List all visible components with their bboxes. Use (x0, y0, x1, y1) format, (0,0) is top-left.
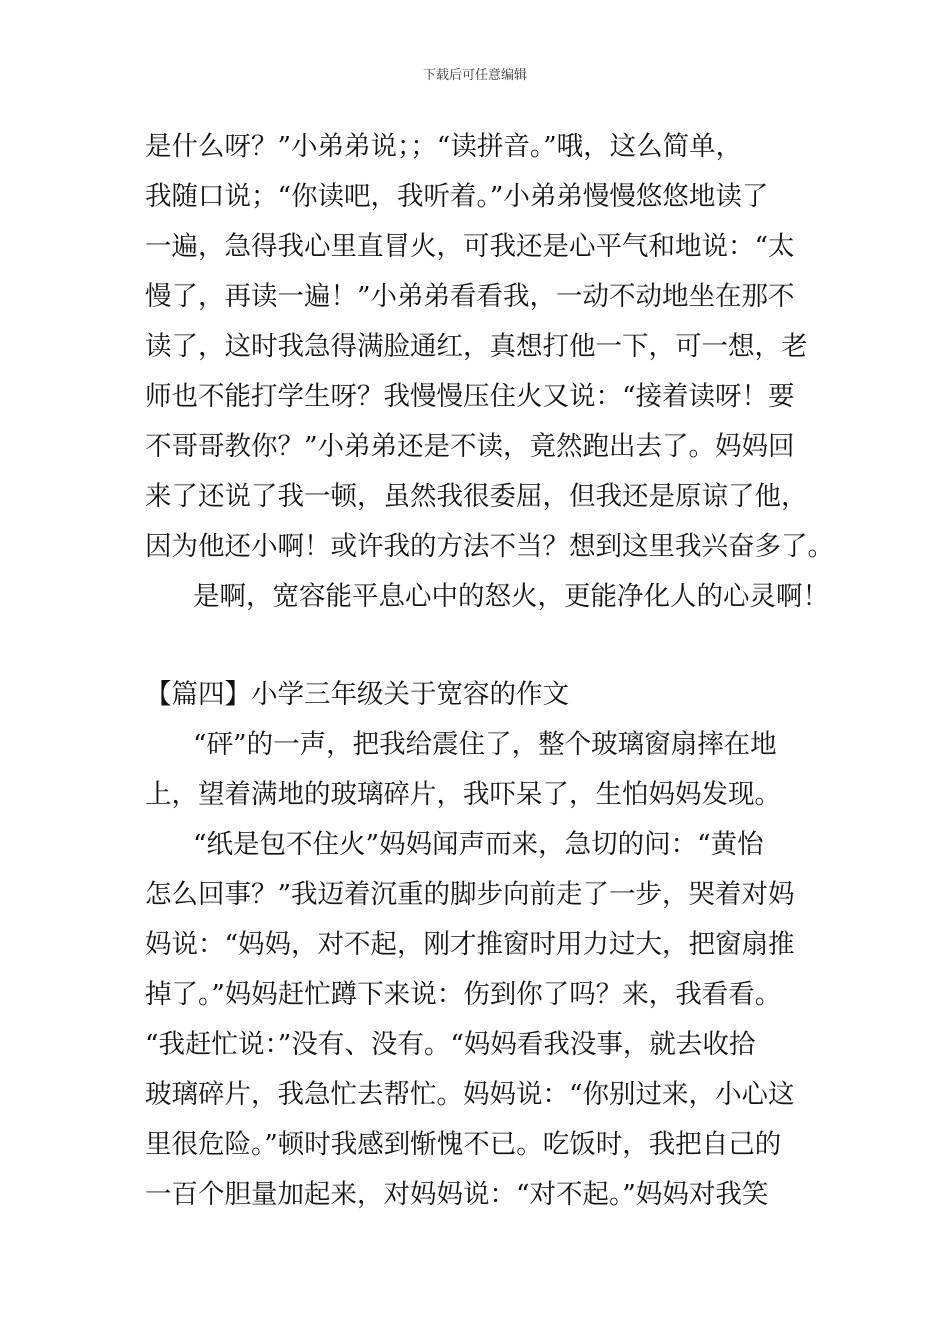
conclusion-line: 是啊，宽容能平息心中的怒火，更能净化人的心灵啊！ (193, 581, 829, 612)
text-line: 我随口说；“你读吧，我听着。”小弟弟慢慢悠悠地读了 (145, 181, 769, 212)
section-gap (145, 622, 810, 670)
text-line: 一百个胆量加起来，对妈妈说：“对不起。”妈妈对我笑 (145, 1179, 769, 1210)
text-line: 上，望着满地的玻璃碎片，我吓呆了，生怕妈妈发现。 (145, 779, 781, 810)
text-line: 里很危险。”顿时我感到惭愧不已。吃饭时，我把自己的 (145, 1129, 782, 1160)
text-line: 慢了，再读一遍！”小弟弟看看我，一动不动地坐在那不 (145, 281, 795, 312)
document-body (145, 122, 834, 1220)
text-line: 因为他还小啊！或许我的方法不当？想到这里我兴奋多了。 (145, 531, 834, 562)
text-line: 是什么呀？”小弟弟说；；“读拼音。”哦，这么简单， (145, 131, 743, 162)
text-line: “纸是包不住火”妈妈闻声而来，急切的问：“黄怡 (193, 829, 764, 860)
text-line: 不哥哥教你？”小弟弟还是不读，竟然跑出去了。妈妈回 (145, 431, 795, 462)
text-line: 师也不能打学生呀？我慢慢压住火又说：“接着读呀！要 (145, 381, 795, 412)
text-line: 读了，这时我急得满脸通红，真想打他一下，可一想，老 (145, 331, 808, 362)
text-line: 一遍，急得我心里直冒火，可我还是心平气和地说：“太 (145, 231, 795, 262)
text-line: “砰”的一声，把我给震住了，整个玻璃窗扇摔在地 (193, 729, 777, 760)
text-line: 妈说：“妈妈，对不起，刚才推窗时用力过大，把窗扇推 (145, 929, 795, 960)
page-header: 下载后可任意编辑 (422, 68, 527, 83)
text-line: 玻璃碎片，我急忙去帮忙。妈妈说：“你别过来，小心这 (145, 1079, 795, 1110)
text-line: “我赶忙说：”没有、没有。“妈妈看我没事，就去收拾 (145, 1029, 756, 1060)
text-line: 掉了。”妈妈赶忙蹲下来说：伤到你了吗？来，我看看。 (145, 979, 782, 1010)
section-title: 【篇四】小学三年级关于宽容的作文 (145, 679, 569, 710)
text-line: 来了还说了我一顿，虽然我很委屈，但我还是原谅了他， (145, 481, 808, 512)
text-line: 怎么回事？”我迈着沉重的脚步向前走了一步，哭着对妈 (145, 879, 795, 910)
